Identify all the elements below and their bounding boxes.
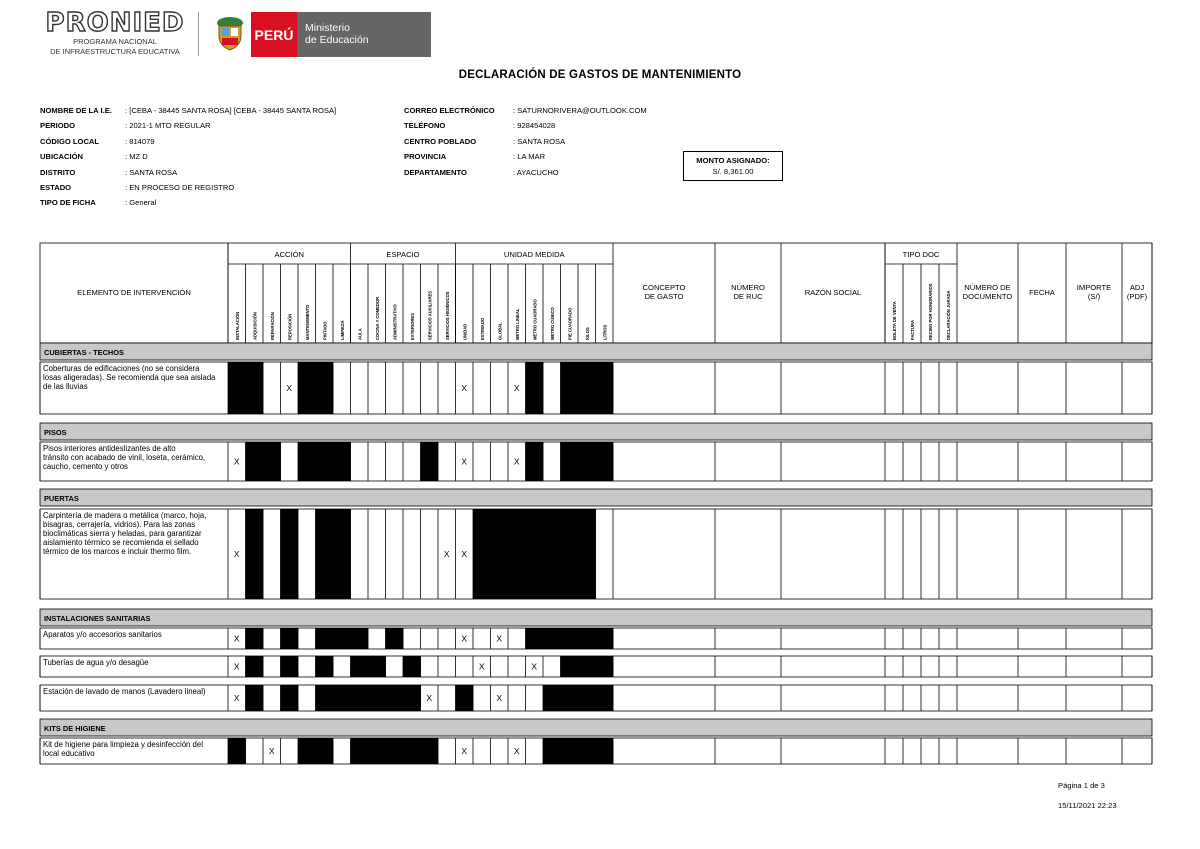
- blocked-cell: [526, 628, 544, 649]
- blocked-cell: [578, 509, 596, 599]
- check-mark: X: [461, 633, 468, 644]
- element-label: Kit de higiene para limpieza y desinfección del local educativo: [43, 740, 203, 758]
- subcolumn-label: METRO CÚBICO: [549, 307, 555, 340]
- blocked-cell: [596, 685, 614, 711]
- blocked-cell: [421, 442, 439, 481]
- blocked-cell: [333, 685, 351, 711]
- info-label: NOMBRE DE LA I.E.: [40, 106, 112, 115]
- header-concepto: CONCEPTO DE GASTO: [642, 283, 686, 301]
- info-value: : EN PROCESO DE REGISTRO: [125, 182, 235, 192]
- info-label: DEPARTAMENTO: [404, 167, 467, 177]
- blocked-cell: [386, 738, 404, 764]
- subcolumn-label: AULA: [357, 328, 363, 340]
- subcolumn-label: BOLETA DE VENTA: [892, 301, 897, 340]
- check-mark: X: [461, 456, 468, 467]
- blocked-cell: [561, 685, 579, 711]
- info-label: PROVINCIA: [404, 152, 447, 162]
- blocked-cell: [246, 628, 264, 649]
- subcolumn-label: UNIDAD: [462, 323, 468, 340]
- blocked-cell: [578, 362, 596, 414]
- subcolumn-label: METRO CUADRADO: [532, 299, 538, 340]
- subcolumn-label: MANTENIMIENTO: [304, 304, 310, 340]
- blocked-cell: [246, 509, 264, 599]
- blocked-cell: [316, 738, 334, 764]
- blocked-cell: [316, 628, 334, 649]
- check-mark: X: [513, 383, 520, 393]
- check-mark: X: [513, 746, 520, 756]
- section-header: [40, 719, 1152, 736]
- blocked-cell: [596, 362, 614, 414]
- check-mark: X: [513, 456, 520, 467]
- element-label: Pisos interiores antideslizantes de alto tránsito con acabado de vinil, loseta, cerámico, caucho, cemento y otros: [43, 444, 206, 471]
- blocked-cell: [333, 628, 351, 649]
- peru-label: PERÚ: [251, 12, 297, 57]
- header-ruc: NÚMERO DE RUC: [731, 283, 765, 301]
- blocked-cell: [508, 509, 526, 599]
- header-elemento: ELEMENTO DE INTERVENCIÓN: [77, 288, 191, 297]
- blocked-cell: [228, 362, 246, 414]
- subcolumn-label: PIE CUADRADO: [567, 307, 573, 340]
- section-header: [40, 489, 1152, 506]
- blocked-cell: [473, 509, 491, 599]
- blocked-cell: [456, 685, 474, 711]
- blocked-cell: [491, 509, 509, 599]
- blocked-cell: [386, 685, 404, 711]
- subcolumn-label: GLOBAL: [497, 322, 503, 340]
- blocked-cell: [333, 509, 351, 599]
- table-row: [40, 509, 1152, 599]
- group-header-unidad: UNIDAD MEDIDA: [503, 250, 565, 259]
- blocked-cell: [281, 628, 299, 649]
- blocked-cell: [543, 738, 561, 764]
- check-mark: X: [286, 383, 293, 393]
- info-label: CÓDIGO LOCAL: [40, 136, 100, 146]
- blocked-cell: [543, 685, 561, 711]
- check-mark: X: [233, 693, 240, 703]
- check-mark: X: [461, 549, 468, 559]
- blocked-cell: [316, 509, 334, 599]
- blocked-cell: [368, 738, 386, 764]
- element-label: Aparatos y/o accesorios sanitarios: [43, 630, 162, 639]
- info-value: : SANTA ROSA: [513, 136, 566, 146]
- blocked-cell: [561, 738, 579, 764]
- blocked-cell: [596, 738, 614, 764]
- info-value: : LA MAR: [513, 152, 546, 162]
- blocked-cell: [246, 362, 264, 414]
- check-mark: X: [496, 693, 503, 703]
- pronied-subtitle-1: PROGRAMA NACIONAL: [73, 37, 157, 46]
- subcolumn-label: RECIBO POR HONORARIOS: [928, 283, 933, 340]
- blocked-cell: [351, 685, 369, 711]
- check-mark: X: [478, 661, 485, 672]
- blocked-cell: [596, 656, 614, 677]
- blocked-cell: [596, 628, 614, 649]
- blocked-cell: [578, 685, 596, 711]
- blocked-cell: [246, 656, 264, 677]
- section-title: PUERTAS: [44, 494, 79, 503]
- section-header: [40, 343, 1152, 360]
- group-header-espacio: ESPACIO: [386, 250, 420, 259]
- blocked-cell: [526, 362, 544, 414]
- blocked-cell: [351, 656, 369, 677]
- ministerio-line-1: Ministerio: [305, 22, 350, 34]
- subcolumn-label: REPARACIÓN: [269, 312, 275, 340]
- blocked-cell: [386, 628, 404, 649]
- section-header: [40, 423, 1152, 440]
- blocked-cell: [543, 628, 561, 649]
- blocked-cell: [421, 738, 439, 764]
- blocked-cell: [561, 628, 579, 649]
- blocked-cell: [368, 685, 386, 711]
- subcolumn-label: KILOS: [584, 327, 590, 340]
- subcolumn-label: SERVICIOS HIGIÉNICOS: [444, 291, 450, 340]
- info-label: CORREO ELECTRÓNICO: [404, 106, 495, 115]
- blocked-cell: [228, 738, 246, 764]
- blocked-cell: [281, 656, 299, 677]
- info-label: CENTRO POBLADO: [404, 136, 477, 146]
- blocked-cell: [403, 656, 421, 677]
- subcolumn-label: METRO LINEAL: [514, 308, 520, 340]
- monto-label: MONTO ASIGNADO:: [696, 156, 770, 165]
- info-label: UBICACIÓN: [40, 152, 84, 162]
- check-mark: X: [233, 661, 240, 672]
- blocked-cell: [561, 509, 579, 599]
- check-mark: X: [233, 549, 240, 559]
- section-title: INSTALACIONES SANITARIAS: [44, 614, 151, 623]
- monto-value: S/. 8,361.00: [712, 167, 754, 176]
- info-label: TELÉFONO: [404, 121, 446, 131]
- check-mark: X: [531, 661, 538, 672]
- blocked-cell: [316, 685, 334, 711]
- blocked-cell: [316, 362, 334, 414]
- info-value: : [CEBA - 38445 SANTA ROSA] [CEBA - 38445 SANTA ROSA]: [125, 106, 337, 115]
- blocked-cell: [578, 628, 596, 649]
- blocked-cell: [526, 509, 544, 599]
- subcolumn-label: LITROS: [602, 324, 608, 340]
- blocked-cell: [596, 442, 614, 481]
- blocked-cell: [403, 738, 421, 764]
- info-label: TIPO DE FICHA: [40, 198, 96, 208]
- group-header-accion: ACCIÓN: [274, 250, 305, 259]
- check-mark: X: [461, 383, 468, 393]
- subcolumn-label: REPOSICIÓN: [287, 313, 293, 340]
- page-number: Página 1 de 3: [1058, 781, 1105, 790]
- blocked-cell: [316, 656, 334, 677]
- pronied-wordmark: PRONIED: [45, 8, 185, 38]
- subcolumn-label: PINTADO: [322, 321, 328, 340]
- blocked-cell: [351, 738, 369, 764]
- element-label: Estación de lavado de manos (Lavadero lineal): [43, 687, 206, 696]
- blocked-cell: [561, 442, 579, 481]
- subcolumn-label: LIMPIEZA: [339, 320, 345, 340]
- section-title: CUBIERTAS - TECHOS: [44, 348, 124, 357]
- pronied-subtitle-2: DE INFRAESTRUCTURA EDUCATIVA: [50, 47, 180, 56]
- blocked-cell: [333, 442, 351, 481]
- info-label: DISTRITO: [40, 167, 76, 177]
- blocked-cell: [578, 656, 596, 677]
- document-title: DECLARACIÓN DE GASTOS DE MANTENIMIENTO: [458, 69, 742, 81]
- check-mark: X: [496, 633, 503, 644]
- blocked-cell: [263, 442, 281, 481]
- blocked-cell: [281, 685, 299, 711]
- section-title: PISOS: [44, 428, 67, 437]
- check-mark: X: [461, 746, 468, 756]
- subcolumn-label: INSTALACIÓN: [234, 311, 240, 340]
- blocked-cell: [298, 738, 316, 764]
- info-value: : AYACUCHO: [513, 167, 559, 177]
- blocked-cell: [246, 442, 264, 481]
- blocked-cell: [246, 685, 264, 711]
- group-header-tipo-doc: TIPO DOC: [902, 250, 940, 259]
- blocked-cell: [281, 509, 299, 599]
- subcolumn-label: EXTERIORES: [409, 313, 415, 340]
- header-importe: IMPORTE (S/): [1076, 283, 1112, 301]
- blocked-cell: [298, 362, 316, 414]
- subcolumn-label: ADQUISICIÓN: [252, 312, 258, 340]
- header-razon: RAZÓN SOCIAL: [804, 288, 862, 297]
- info-label: ESTADO: [40, 182, 72, 192]
- element-label: Tuberías de agua y/o desagüe: [43, 658, 149, 667]
- blocked-cell: [561, 656, 579, 677]
- blocked-cell: [526, 442, 544, 481]
- header-numdoc: NÚMERO DE DOCUMENTO: [962, 283, 1013, 301]
- check-mark: X: [426, 693, 433, 703]
- info-value: : MZ D: [125, 152, 148, 162]
- blocked-cell: [543, 509, 561, 599]
- check-mark: X: [268, 746, 275, 756]
- check-mark: X: [233, 633, 240, 644]
- check-mark: X: [233, 456, 240, 467]
- check-mark: X: [443, 549, 450, 559]
- blocked-cell: [403, 685, 421, 711]
- ministerio-line-2: de Educación: [305, 34, 369, 46]
- info-value: : General: [125, 198, 157, 208]
- element-label: Coberturas de edificaciones (no se considera losas aligeradas). Se recomienda que sea aislada de las lluvias: [43, 364, 216, 391]
- blocked-cell: [351, 628, 369, 649]
- blocked-cell: [578, 738, 596, 764]
- info-value: : 814079: [125, 136, 155, 146]
- blocked-cell: [298, 442, 316, 481]
- subcolumn-label: ESTIMADO: [479, 317, 485, 340]
- blocked-cell: [578, 442, 596, 481]
- info-value: : SANTA ROSA: [125, 167, 178, 177]
- info-value: : SATURNORIVERA@OUTLOOK.COM: [513, 106, 647, 115]
- blocked-cell: [368, 656, 386, 677]
- print-datetime: 15/11/2021 22:23: [1058, 801, 1117, 810]
- header-adj: ADJ (PDF): [1126, 283, 1148, 301]
- info-label: PERIODO: [40, 121, 76, 131]
- info-value: : 928454028: [513, 121, 556, 131]
- subcolumn-label: COCINA Y COMEDOR: [374, 296, 380, 340]
- section-title: KITS DE HIGIENE: [44, 724, 106, 733]
- subcolumn-label: DECLARACIÓN JURADA: [946, 290, 951, 340]
- blocked-cell: [561, 362, 579, 414]
- blocked-cell: [316, 442, 334, 481]
- info-value: : 2021-1 MTO REGULAR: [125, 121, 211, 131]
- subcolumn-label: SERVICIOS AUXILIARES: [427, 290, 433, 340]
- subcolumn-label: FACTURA: [910, 319, 915, 340]
- section-header: [40, 609, 1152, 626]
- subcolumn-label: ADMINISTRATIVO: [392, 304, 398, 340]
- header-fecha: FECHA: [1029, 288, 1055, 297]
- element-label: Carpintería de madera o metálica (marco, hoja, bisagras, cerrajería, vidrios). Para las zonas bioclimáticas sierra y heladas, para garantizar aislamiento térmico se recomienda el sellado térmico de los marcos e incluir thermo film.: [43, 511, 207, 556]
